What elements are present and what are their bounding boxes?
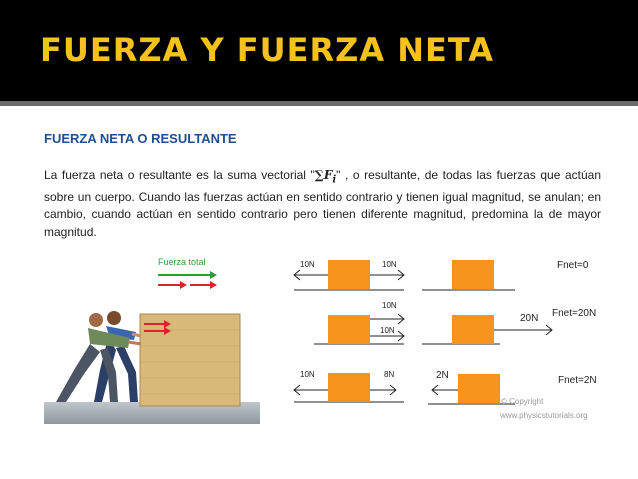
- force-label: 8N: [384, 370, 395, 379]
- force-label: 2N: [436, 370, 449, 381]
- crate: [140, 314, 240, 406]
- sum-formula: [314, 168, 337, 186]
- sum-index: i: [332, 174, 337, 186]
- net-force-label: Fnet=0: [557, 260, 589, 271]
- source-watermark: www.physicstutorials.org: [500, 411, 588, 420]
- page-title: FUERZA Y FUERZA NETA: [40, 31, 494, 69]
- paragraph-text-start: La fuerza neta o resultante es la suma vectorial ": [44, 168, 315, 182]
- force-label: 20N: [520, 313, 539, 324]
- sum-symbol: ∑𝑭: [314, 168, 333, 182]
- block: [458, 374, 500, 403]
- force-label: 10N: [300, 260, 315, 269]
- section-subtitle: FUERZA NETA O RESULTANTE: [44, 131, 237, 146]
- net-force-label: Fnet=20N: [552, 308, 597, 319]
- block: [328, 373, 370, 402]
- force-label: 10N: [380, 326, 395, 335]
- force-diagrams: [280, 252, 620, 432]
- copyright-watermark: © Copyright: [501, 397, 544, 406]
- pushing-figure: [44, 252, 260, 424]
- legend-title: Fuerza total: [158, 257, 206, 267]
- block: [452, 260, 494, 289]
- paragraph-text-end: " , o resultante, de todas las fuerzas que actúan sobre un cuerpo. Cuando las fuerzas actúan en sentido contrario y tienen igual magnitud, se anulan; en cambio, cuando actúan en sentido contrario pero tienen diferente magnitud, predomina la de mayor magnitud.: [44, 168, 601, 239]
- block: [328, 315, 370, 344]
- force-label: 10N: [382, 260, 397, 269]
- block: [452, 315, 494, 344]
- force-label: 10N: [382, 301, 397, 310]
- block: [328, 260, 370, 289]
- pushing-illustration: [44, 252, 260, 424]
- definition-paragraph: [44, 167, 601, 241]
- title-bar-divider: [0, 101, 638, 106]
- net-force-label: Fnet=2N: [558, 375, 597, 386]
- force-diagram-figure: [280, 252, 620, 432]
- force-label: 10N: [300, 370, 315, 379]
